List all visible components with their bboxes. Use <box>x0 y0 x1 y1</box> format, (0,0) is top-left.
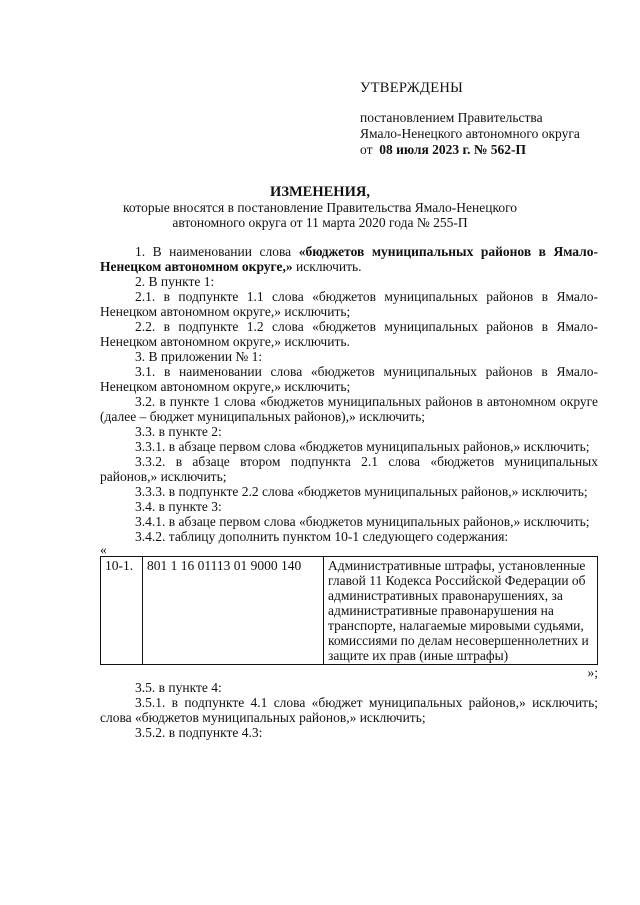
item-1-text: 1. В наименовании слова <box>135 244 299 259</box>
item-1 <box>100 244 598 274</box>
inserted-table <box>100 556 598 665</box>
item-3: 3. В приложении № 1: <box>135 349 263 364</box>
table-cell-description: Административные штрафы, установленные главой 11 Кодекса Российской Федерации об административных правонарушениях, за административные правонарушения на транспорте, налагаемые мировыми судьями, комиссиями по делам несовершеннолетних и защите их прав (иные штрафы) <box>324 557 598 665</box>
approval-line-1: постановлением Правительства <box>360 110 543 125</box>
item-3-5-1: 3.5.1. в подпункте 4.1 слова «бюджет муниципальных районов,» исключить; слова «бюджетов муниципальных районов,» исключить; <box>100 695 598 725</box>
item-3-1: 3.1. в наименовании слова «бюджетов муниципальных районов в Ямало-Ненецком автономном округе,» исключить; <box>100 364 598 394</box>
table-row <box>101 557 598 665</box>
document-body <box>100 244 598 740</box>
approval-line-2: Ямало-Ненецкого автономного округа <box>360 126 580 141</box>
item-1-bold: «бюджетов муниципальных районов в Ямало-Ненецком автономном округе,» <box>100 244 598 274</box>
document-subtitle: которые вносятся в постановление Правительства Ямало-Ненецкого автономного округа от 11 марта 2020 года № 255-П <box>122 200 518 230</box>
item-1-suffix: исключить. <box>292 259 362 274</box>
item-2-2: 2.2. в подпункте 1.2 слова «бюджетов муниципальных районов в Ямало-Ненецком автономном округе,» исключить. <box>100 319 598 349</box>
approval-date-number: 08 июля 2023 г. № 562-П <box>379 142 527 157</box>
item-2: 2. В пункте 1: <box>135 274 215 289</box>
item-3-4-2: 3.4.2. таблицу дополнить пунктом 10-1 следующего содержания: <box>135 529 509 544</box>
item-3-3-2: 3.3.2. в абзаце втором подпункта 2.1 слова «бюджетов муниципальных районов,» исключить; <box>100 454 598 484</box>
quote-close: »; <box>587 665 598 680</box>
approval-line-3 <box>360 142 580 158</box>
table-cell-code: 801 1 16 01113 01 9000 140 <box>143 557 324 665</box>
item-3-4: 3.4. в пункте 3: <box>135 499 222 514</box>
item-3-5: 3.5. в пункте 4: <box>135 680 222 695</box>
approval-reference <box>360 110 580 158</box>
item-3-3-1: 3.3.1. в абзаце первом слова «бюджетов муниципальных районов,» исключить; <box>135 439 590 454</box>
quote-open: « <box>100 542 107 557</box>
item-3-3: 3.3. в пункте 2: <box>135 424 222 439</box>
approved-heading: УТВЕРЖДЕНЫ <box>360 80 464 96</box>
table-cell-number: 10-1. <box>101 557 143 665</box>
item-3-5-2: 3.5.2. в подпункте 4.3: <box>135 725 263 740</box>
item-3-2: 3.2. в пункте 1 слова «бюджетов муниципальных районов в автономном округе (далее – бюджет муниципальных районов),» исключить; <box>100 394 598 424</box>
item-2-1: 2.1. в подпункте 1.1 слова «бюджетов муниципальных районов в Ямало-Ненецком автономном округе,» исключить; <box>100 289 598 319</box>
item-3-4-1: 3.4.1. в абзаце первом слова «бюджетов муниципальных районов,» исключить; <box>135 514 590 529</box>
document-title: ИЗМЕНЕНИЯ, <box>270 184 370 200</box>
approval-date-prefix: от <box>360 142 373 157</box>
item-3-3-3: 3.3.3. в подпункте 2.2 слова «бюджетов муниципальных районов,» исключить; <box>135 484 588 499</box>
